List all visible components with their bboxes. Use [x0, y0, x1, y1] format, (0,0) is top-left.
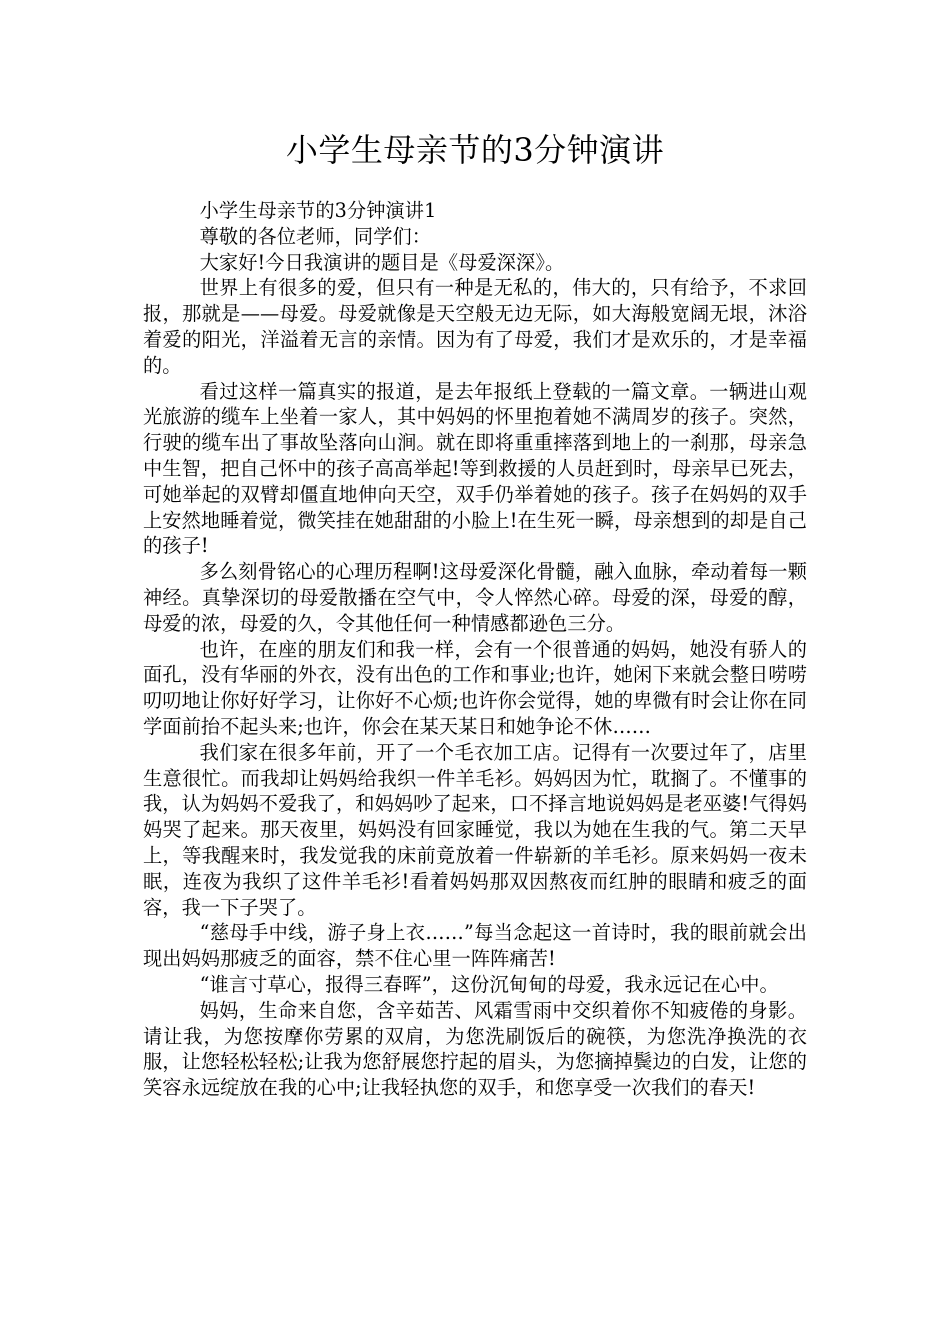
paragraph-salutation: 尊敬的各位老师，同学们：: [199, 224, 432, 248]
paragraph: 世界上有很多的爱，但只有一种是无私的，伟大的，只有给予，不求回报，那就是——母爱。母爱就像是天空般无边无际，如大海般宽阔无垠，沐浴着爱的阳光，洋溢着无言的亲情。因为有了母爱，我们才是欢乐的，才是幸福的。: [143, 276, 807, 377]
paragraph: 多么刻骨铭心的心理历程啊!这母爱深化骨髓，融入血脉，牵动着每一颗神经。真挚深切的母爱散播在空气中，令人悴然心碎。母爱的深，母爱的醇，母爱的浓，母爱的久，令其他任何一种情感都逊色三分。: [143, 560, 807, 635]
paragraph: 看过这样一篇真实的报道，是去年报纸上登载的一篇文章。一辆进山观光旅游的缆车上坐着一家人，其中妈妈的怀里抱着她不满周岁的孩子。突然，行驶的缆车出了事故坠落向山涧。就在即将重重摔落到地上的一刹那，母亲急中生智，把自己怀中的孩子高高举起!等到救援的人员赶到时，母亲早已死去，可她举起的双臂却僵直地伸向天空，双手仍举着她的孩子。孩子在妈妈的双手上安然地睡着觉，微笑挂在她甜甜的小脸上!在生死一瞬，母亲想到的却是自己的孩子!: [143, 379, 807, 558]
paragraph-greeting: 大家好!今日我演讲的题目是《母爱深深》。: [199, 250, 565, 274]
paragraph-subtitle: 小学生母亲节的3分钟演讲1: [199, 199, 437, 222]
paragraph: 我们家在很多年前，开了一个毛衣加工店。记得有一次要过年了，店里生意很忙。而我却让妈妈给我织一件羊毛衫。妈妈因为忙，耽搁了。不懂事的我，认为妈妈不爱我了，和妈妈吵了起来，口不择言地说妈妈是老巫婆!气得妈妈哭了起来。那天夜里，妈妈没有回家睡觉，我以为她在生我的气。第二天早上，等我醒来时，我发觉我的床前竟放着一件崭新的羊毛衫。原来妈妈一夜未眠，连夜为我织了这件羊毛衫!看着妈妈那双因熬夜而红肿的眼睛和疲乏的面容，我一下子哭了。: [143, 740, 807, 919]
document-body: [143, 198, 807, 1101]
paragraph: 妈妈，生命来自您，含辛茹苦、风霜雪雨中交织着你不知疲倦的身影。请让我，为您按摩你劳累的双肩，为您洗刷饭后的碗筷，为您洗净换洗的衣服，让您轻松轻松;让我为您舒展您拧起的眉头，为您摘掉鬓边的白发，让您的笑容永远绽放在我的心中;让我轻执您的双手，和您享受一次我们的春天!: [143, 998, 807, 1100]
paragraph: “慈母手中线，游子身上衣……”每当念起这一首诗时，我的眼前就会出现出妈妈那疲乏的面容，禁不住心里一阵阵痛苦!: [143, 921, 807, 971]
paragraph: “谁言寸草心，报得三春晖”，这份沉甸甸的母爱，我永远记在心中。: [199, 972, 779, 996]
page-title: 小学生母亲节的3分钟演讲: [285, 131, 665, 169]
paragraph: 也许，在座的朋友们和我一样，会有一个很普通的妈妈，她没有骄人的面孔，没有华丽的外衣，没有出色的工作和事业;也许，她闲下来就会整日唠唠叨叨地让你好好学习，让你好不心烦;也许你会觉得，她的卑微有时会让你在同学面前抬不起头来;也许，你会在某天某日和她争论不休……: [143, 637, 807, 738]
